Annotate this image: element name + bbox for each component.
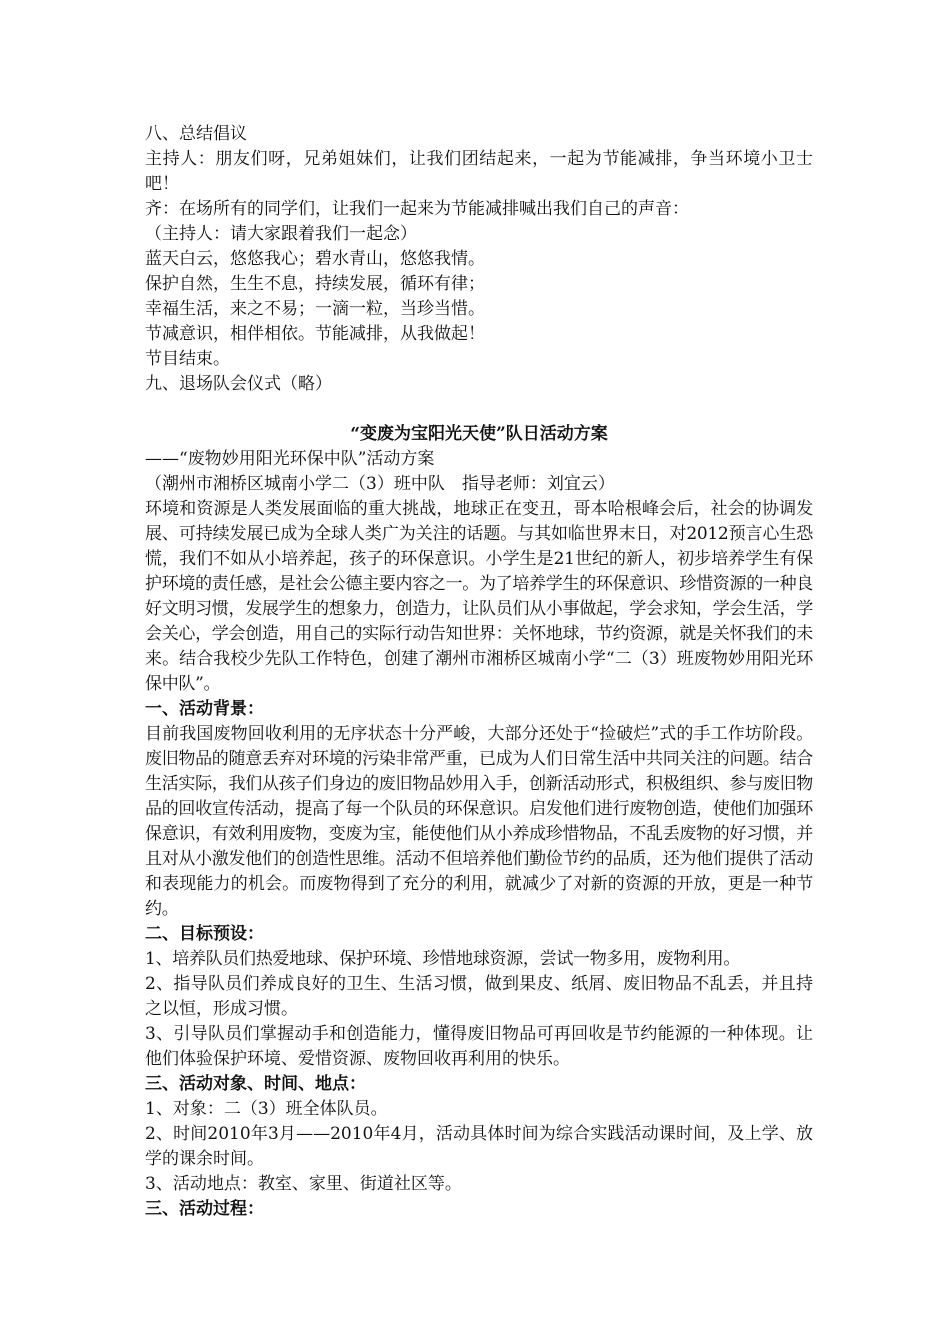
target-item-2: 2、时间2010年3月——2010年4月，活动具体时间为综合实践活动课时间，及上学、放学的课余时间。 bbox=[145, 1124, 813, 1169]
host-note: （主持人：请大家跟着我们一起念） bbox=[145, 224, 417, 244]
chant-line-1: 蓝天白云，悠悠我心；碧水青山，悠悠我情。 bbox=[145, 249, 485, 269]
background-text: 目前我国废物回收利用的无序状态十分严峻，大部分还处于“捡破烂”式的手工作坊阶段。废旧物品的随意丢弃对环境的污染非常严重，已成为人们日常生活中共同关注的问题。结合生活实际，我们从孩子们身边的废旧物品妙用入手，创新活动形式，积极组织、参与废旧物品的回收宣传活动，提高了每一个队员的环保意识。启发他们进行废物创造，使他们加强环保意识，有效利用废物，变废为宝，能使他们从小养成珍惜物品，不乱丢废物的好习惯，并且对从小激发他们的创造性思维。活动不但培养他们勤俭节约的品质，还为他们提供了活动和表现能力的机会。而废物得到了充分的利用，就减少了对新的资源的开放，更是一种节约。 bbox=[145, 724, 813, 919]
goal-item-1: 1、培养队员们热爱地球、保护环境、珍惜地球资源，尝试一物多用，废物利用。 bbox=[145, 949, 741, 969]
background-heading: 一、活动背景： bbox=[145, 699, 264, 719]
all-line: 齐：在场所有的同学们，让我们一起来为节能减排喊出我们自己的声音： bbox=[145, 199, 689, 219]
section-heading-exit: 九、退场队会仪式（略） bbox=[145, 374, 332, 394]
target-item-1: 1、对象：二（3）班全体队员。 bbox=[145, 1099, 388, 1119]
goal-item-3: 3、引导队员们掌握动手和创造能力，懂得废旧物品可再回收是节约能源的一种体现。让他们体验保护环境、爱惜资源、废物回收再利用的快乐。 bbox=[145, 1024, 813, 1069]
goals-heading: 二、目标预设： bbox=[145, 924, 264, 944]
chant-line-3: 幸福生活，来之不易；一滴一粒，当珍当惜。 bbox=[145, 299, 485, 319]
chant-line-4: 节减意识，相伴相依。节能减排，从我做起！ bbox=[145, 324, 485, 344]
section-heading-summary: 八、总结倡议 bbox=[145, 124, 247, 144]
chant-line-2: 保护自然，生生不息，持续发展，循环有律； bbox=[145, 274, 485, 294]
end-line: 节目结束。 bbox=[145, 349, 230, 369]
spacer bbox=[145, 397, 813, 422]
plan-intro: 环境和资源是人类发展面临的重大挑战，地球正在变丑，哥本哈根峰会后，社会的协调发展、可持续发展已成为全球人类广为关注的话题。与其如临世界末日，对2012预言心生恐慌，我们不如从小培养起，孩子的环保意识。小学生是21世纪的新人，初步培养学生有保护环境的责任感，是社会公德主要内容之一。为了培养学生的环保意识、珍惜资源的一种良好文明习惯，发展学生的想象力，创造力，让队员们从小事做起，学会求知，学会生活，学会关心，学会创造，用自己的实际行动告知世界：关怀地球，节约资源，就是关怀我们的未来。结合我校少先队工作特色，创建了潮州市湘桥区城南小学“二（3）班废物妙用阳光环保中队”。 bbox=[145, 499, 813, 694]
plan-title: “变废为宝阳光天使”队日活动方案 bbox=[350, 424, 608, 444]
target-item-3: 3、活动地点：教室、家里、街道社区等。 bbox=[145, 1174, 462, 1194]
process-heading: 三、活动过程： bbox=[145, 1199, 264, 1219]
target-heading: 三、活动对象、时间、地点： bbox=[145, 1074, 366, 1094]
document-page bbox=[145, 122, 813, 1222]
plan-subtitle: ——“废物妙用阳光环保中队”活动方案 bbox=[145, 449, 435, 469]
goal-item-2: 2、指导队员们养成良好的卫生、生活习惯，做到果皮、纸屑、废旧物品不乱丢，并且持之以恒，形成习惯。 bbox=[145, 974, 813, 1019]
host-line: 主持人：朋友们呀，兄弟姐妹们，让我们团结起来，一起为节能减排，争当环境小卫士吧！ bbox=[145, 149, 813, 194]
plan-school: （潮州市湘桥区城南小学二（3）班中队 指导老师：刘宜云） bbox=[145, 474, 615, 494]
